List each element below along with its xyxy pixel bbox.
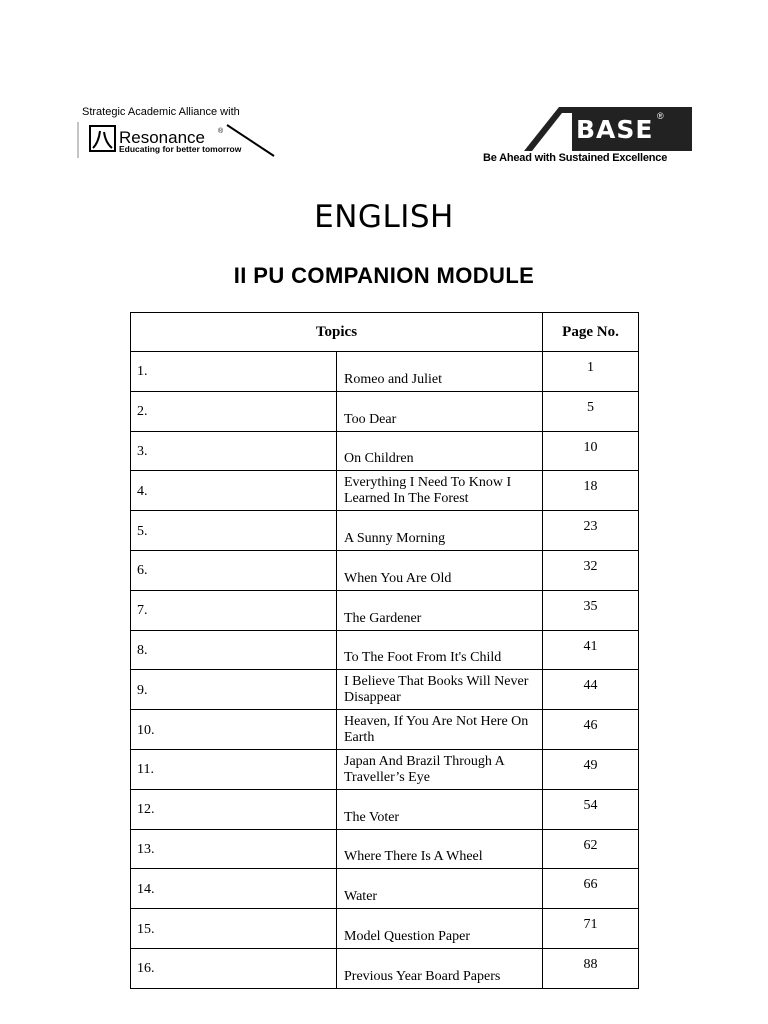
toc-table xyxy=(130,312,639,989)
resonance-logo xyxy=(77,120,282,160)
row-topic: Too Dear xyxy=(337,391,543,431)
row-topic: To The Foot From It's Child xyxy=(337,630,543,670)
row-topic: I Believe That Books Will Never Disappear xyxy=(337,670,543,710)
table-row xyxy=(131,749,639,789)
row-number: 16. xyxy=(131,948,337,988)
row-number: 5. xyxy=(131,511,337,551)
resonance-logo-tagline: Educating for better tomorrow xyxy=(119,144,242,154)
row-topic: The Voter xyxy=(337,789,543,829)
row-page-number: 23 xyxy=(543,511,639,551)
row-number: 3. xyxy=(131,431,337,471)
row-page-number: 62 xyxy=(543,829,639,869)
toc-body xyxy=(131,352,639,989)
table-row xyxy=(131,670,639,710)
resonance-logo-name: Resonance xyxy=(119,128,206,147)
row-topic: Where There Is A Wheel xyxy=(337,829,543,869)
row-topic: Everything I Need To Know I Learned In The Forest xyxy=(337,471,543,511)
row-page-number: 35 xyxy=(543,590,639,630)
table-row xyxy=(131,550,639,590)
toc-header-row xyxy=(131,313,639,352)
row-topic: Japan And Brazil Through A Traveller’s Eye xyxy=(337,749,543,789)
row-page-number: 5 xyxy=(543,391,639,431)
row-number: 13. xyxy=(131,829,337,869)
row-number: 11. xyxy=(131,749,337,789)
row-page-number: 71 xyxy=(543,909,639,949)
row-number: 10. xyxy=(131,710,337,750)
svg-text:®: ® xyxy=(657,111,664,121)
row-number: 2. xyxy=(131,391,337,431)
table-row xyxy=(131,789,639,829)
table-row xyxy=(131,909,639,949)
row-topic: Romeo and Juliet xyxy=(337,352,543,392)
row-number: 4. xyxy=(131,471,337,511)
row-page-number: 32 xyxy=(543,550,639,590)
row-topic: Heaven, If You Are Not Here On Earth xyxy=(337,710,543,750)
table-row xyxy=(131,471,639,511)
row-page-number: 1 xyxy=(543,352,639,392)
row-number: 8. xyxy=(131,630,337,670)
row-number: 14. xyxy=(131,869,337,909)
row-number: 1. xyxy=(131,352,337,392)
row-number: 9. xyxy=(131,670,337,710)
row-page-number: 49 xyxy=(543,749,639,789)
row-topic: Water xyxy=(337,869,543,909)
row-topic: Previous Year Board Papers xyxy=(337,948,543,988)
table-row xyxy=(131,590,639,630)
row-topic: Model Question Paper xyxy=(337,909,543,949)
row-page-number: 66 xyxy=(543,869,639,909)
row-page-number: 46 xyxy=(543,710,639,750)
row-number: 12. xyxy=(131,789,337,829)
svg-text:®: ® xyxy=(218,128,224,135)
page-no-header: Page No. xyxy=(543,313,639,352)
row-number: 7. xyxy=(131,590,337,630)
row-page-number: 18 xyxy=(543,471,639,511)
table-row xyxy=(131,630,639,670)
row-page-number: 41 xyxy=(543,630,639,670)
row-page-number: 10 xyxy=(543,431,639,471)
base-logo xyxy=(524,107,694,152)
row-topic: On Children xyxy=(337,431,543,471)
row-number: 15. xyxy=(131,909,337,949)
row-number: 6. xyxy=(131,550,337,590)
table-row xyxy=(131,710,639,750)
table-row xyxy=(131,391,639,431)
table-row xyxy=(131,829,639,869)
table-row xyxy=(131,948,639,988)
row-page-number: 88 xyxy=(543,948,639,988)
table-row xyxy=(131,431,639,471)
table-row xyxy=(131,511,639,551)
page-subtitle: II PU COMPANION MODULE xyxy=(233,263,535,288)
row-page-number: 54 xyxy=(543,789,639,829)
base-logo-name: BASE xyxy=(576,115,654,144)
page-title: ENGLISH xyxy=(314,199,454,235)
base-tagline: Be Ahead with Sustained Excellence xyxy=(483,152,668,164)
row-topic: When You Are Old xyxy=(337,550,543,590)
row-topic: A Sunny Morning xyxy=(337,511,543,551)
table-row xyxy=(131,352,639,392)
row-topic: The Gardener xyxy=(337,590,543,630)
alliance-text: Strategic Academic Alliance with xyxy=(82,106,240,118)
row-page-number: 44 xyxy=(543,670,639,710)
topics-header: Topics xyxy=(131,313,543,352)
table-row xyxy=(131,869,639,909)
